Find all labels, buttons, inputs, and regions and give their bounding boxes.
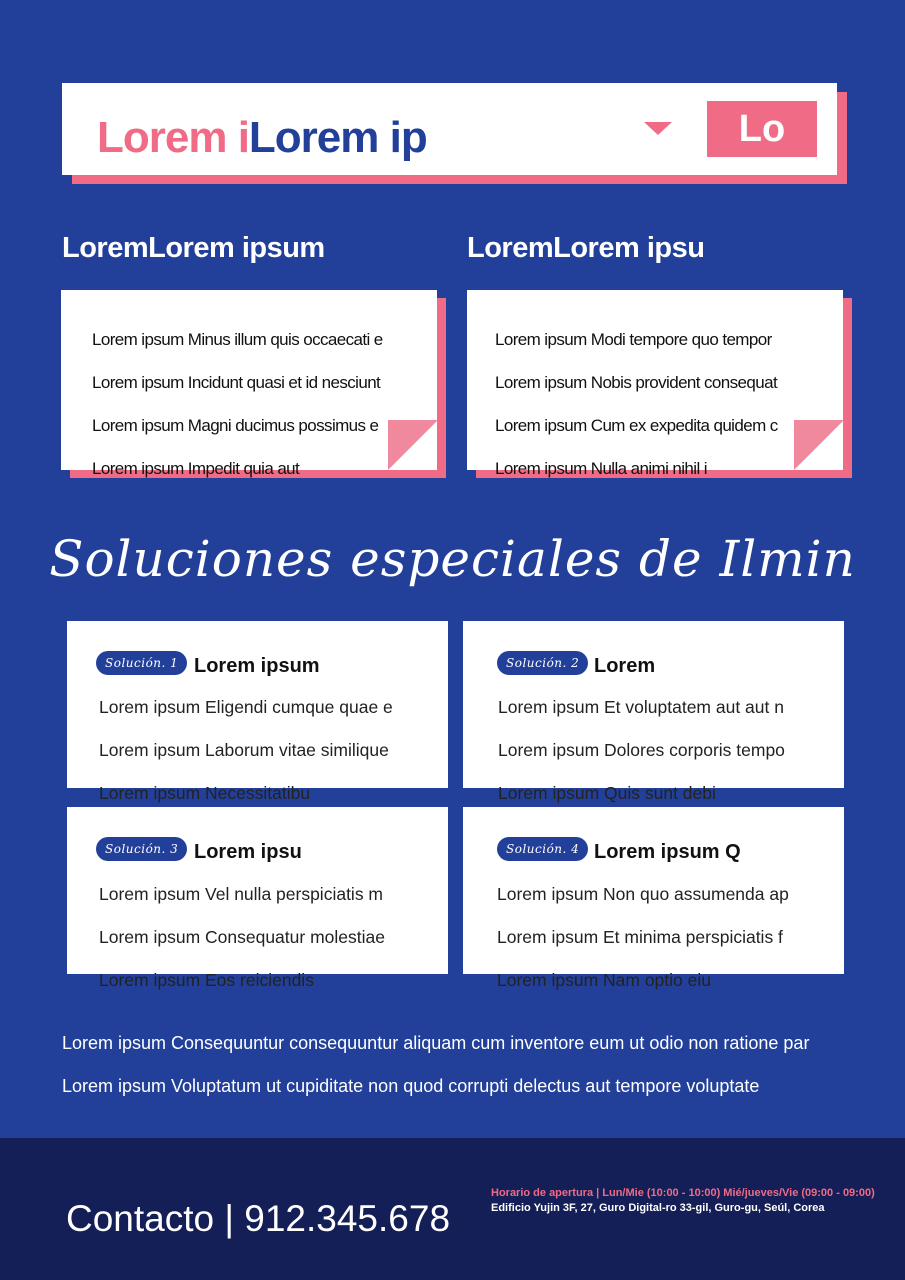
note-line: Lorem ipsum Minus illum quis occaecati e [92, 330, 383, 349]
section-title: Soluciones especiales de Ilmin [49, 530, 856, 588]
column-heading-1: LoremLorem ipsum [62, 232, 325, 264]
solution-line: Lorem ipsum Necessitatibu [99, 783, 311, 803]
solution-line: Lorem ipsum Et voluptatem aut aut n [498, 697, 784, 717]
solution-line: Lorem ipsum Dolores corporis tempo [498, 740, 785, 760]
solution-title: Lorem [594, 655, 656, 677]
solution-badge: Solución. 1 [96, 651, 187, 675]
solution-line: Lorem ipsum Nam optio eiu [497, 970, 711, 990]
triangle-down-icon [644, 122, 672, 135]
note-line: Lorem ipsum Nobis provident consequat [495, 373, 778, 392]
note-line: Lorem ipsum Nulla animi nihil i [495, 459, 707, 478]
paragraph-line: Lorem ipsum Consequuntur consequuntur aliquam cum inventore eum ut odio non ratione par [62, 1033, 810, 1053]
solution-title: Lorem ipsum Q [594, 841, 741, 863]
banner-title [97, 113, 427, 163]
address: Edificio Yujin 3F, 27, Guro Digital-ro 33-gil, Guro-gu, Seúl, Corea [491, 1202, 825, 1214]
solution-title: Lorem ipsum [194, 655, 320, 677]
solution-badge: Solución. 3 [96, 837, 187, 861]
solution-line: Lorem ipsum Quis sunt debi [498, 783, 716, 803]
solution-line: Lorem ipsum Vel nulla perspiciatis m [99, 884, 384, 904]
note-line: Lorem ipsum Impedit quia aut [92, 459, 300, 478]
contact-phone: Contacto | 912.345.678 [66, 1198, 451, 1239]
solution-line: Lorem ipsum Non quo assumenda ap [497, 884, 789, 904]
page-fold-1 [388, 420, 438, 470]
banner-button[interactable]: Lo [707, 101, 817, 157]
solution-line: Lorem ipsum Eos reiciendis [99, 970, 314, 990]
note-line: Lorem ipsum Modi tempore quo tempor [495, 330, 772, 349]
solution-line: Lorem ipsum Eligendi cumque quae e [99, 697, 393, 717]
solution-badge: Solución. 2 [497, 651, 588, 675]
solution-line: Lorem ipsum Consequatur molestiae [99, 927, 385, 947]
solution-line: Lorem ipsum Laborum vitae similique [99, 740, 389, 760]
opening-hours: Horario de apertura | Lun/Mie (10:00 - 10:00) Mié/jueves/Vie (09:00 - 09:00) [491, 1187, 875, 1199]
note-line: Lorem ipsum Cum ex expedita quidem c [495, 416, 778, 435]
column-heading-2: LoremLorem ipsu [467, 232, 705, 264]
note-line: Lorem ipsum Magni ducimus possimus e [92, 416, 379, 435]
solution-line: Lorem ipsum Et minima perspiciatis f [497, 927, 783, 947]
page-fold-2 [794, 420, 844, 470]
banner-title-part1: Lorem i [97, 113, 249, 162]
solution-badge: Solución. 4 [497, 837, 588, 861]
solution-title: Lorem ipsu [194, 841, 302, 863]
paragraph-line: Lorem ipsum Voluptatum ut cupiditate non quod corrupti delectus aut tempore voluptate [62, 1076, 760, 1096]
banner-title-part2: Lorem ip [248, 113, 427, 162]
note-line: Lorem ipsum Incidunt quasi et id nesciunt [92, 373, 381, 392]
